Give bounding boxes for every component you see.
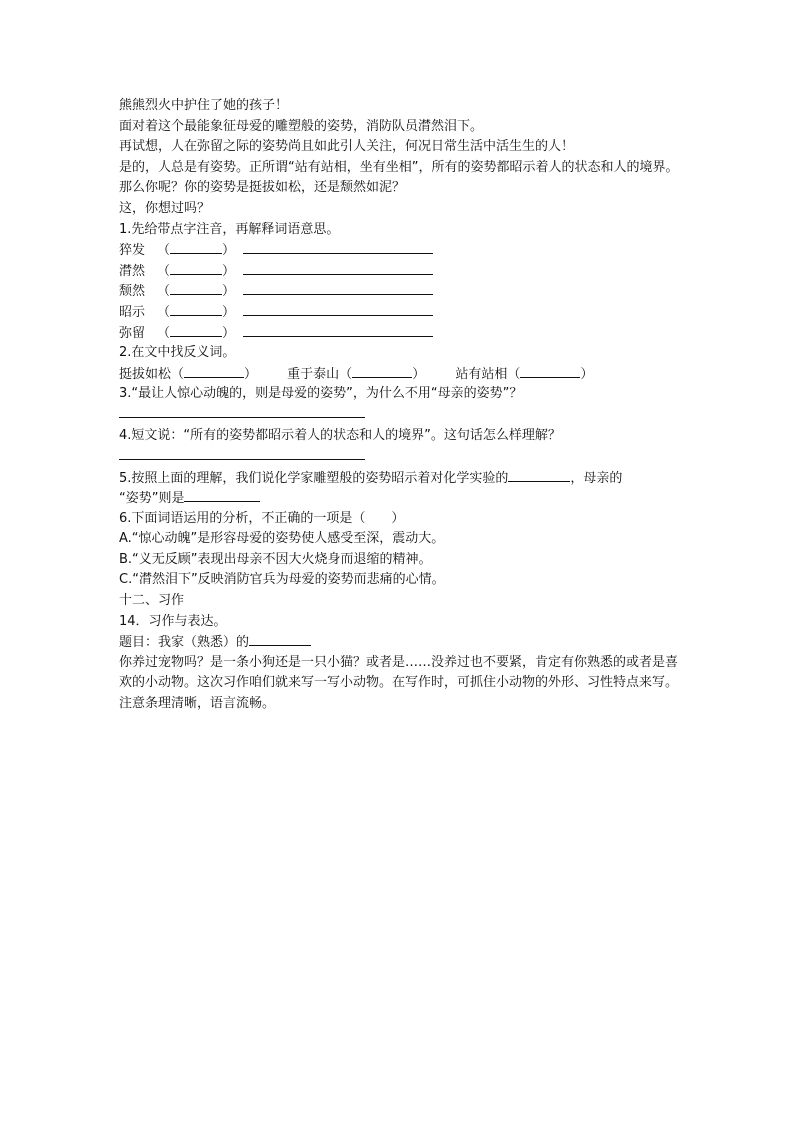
q5-blank-b[interactable]	[184, 488, 260, 502]
q5-text: 5.按照上面的理解，我们说化学家雕塑般的姿势昭示着对化学实验的	[119, 470, 509, 486]
q5-line	[119, 488, 689, 509]
close-paren: ）	[222, 243, 236, 259]
close-paren: ）	[222, 263, 236, 279]
q14-prompt: 14．习作与表达。	[119, 613, 227, 629]
passage-line: 再试想，人在弥留之际的姿势尚且如此引人关注，何况日常生活中活生生的人！	[119, 139, 575, 155]
pinyin-blank[interactable]	[170, 281, 222, 295]
q4-answer-line[interactable]	[119, 447, 365, 460]
q14-body: 你养过宠物吗？是一条小狗还是一只小猫？或者是……没养过也不要紧，肯定有你熟悉的或者是喜欢的小动物。这次习作咱们就来写一写小动物。在写作时，可抓住小动物的外形、习性特点来写。注意条理清晰，语言流畅。	[119, 654, 679, 712]
open-paren: （	[157, 284, 171, 300]
q4-prompt: 4.短文说：“所有的姿势都昭示着人的状态和人的境界”。这句话怎么样理解？	[119, 427, 561, 443]
q6-prompt	[119, 509, 689, 530]
open-paren: （	[157, 263, 171, 279]
passage-line: 熊熊烈火中护住了她的孩子！	[119, 98, 289, 113]
antonym-blank[interactable]	[520, 364, 580, 378]
q6-text: ）	[391, 510, 405, 526]
q1-row	[119, 261, 689, 282]
q1-row	[119, 281, 689, 302]
pinyin-blank[interactable]	[170, 302, 222, 316]
q1-row	[119, 302, 689, 323]
q14-title-blank[interactable]	[249, 632, 311, 646]
q14-title-label: 题目：我家（熟悉）的	[119, 635, 250, 651]
antonym-word: 重于泰山（	[287, 366, 353, 382]
q1-word: 弥留	[119, 325, 146, 341]
section-heading: 十二、习作	[119, 593, 185, 609]
meaning-blank[interactable]	[243, 281, 433, 295]
q1-word: 猝发	[119, 243, 146, 259]
close-paren: ）	[244, 366, 258, 382]
pinyin-blank[interactable]	[170, 323, 222, 337]
q5-text: ，母亲的	[570, 470, 623, 486]
q1-word: 颓然	[119, 284, 146, 300]
q6-option: C.“潸然泪下”反映消防官兵为母爱的姿势而悲痛的心情。	[119, 572, 445, 588]
pinyin-blank[interactable]	[170, 240, 222, 254]
antonym-blank[interactable]	[352, 364, 412, 378]
worksheet-page	[119, 96, 689, 715]
close-paren: ）	[222, 284, 236, 300]
q5-text: “姿势”则是	[119, 491, 185, 507]
close-paren: ）	[580, 366, 594, 382]
q1-row	[119, 240, 689, 261]
close-paren: ）	[412, 366, 426, 382]
antonym-item	[119, 364, 257, 386]
close-paren: ）	[222, 325, 236, 341]
antonym-item	[455, 364, 593, 386]
q5-line	[119, 468, 689, 489]
meaning-blank[interactable]	[243, 261, 433, 275]
passage-line: 是的，人总是有姿势。正所谓“站有站相，坐有坐相”，所有的姿势都昭示着人的状态和人的境界。	[119, 159, 679, 175]
antonym-item	[287, 364, 425, 386]
q3-prompt: 3.“最让人惊心动魄的，则是母爱的姿势”，为什么不用“母亲的姿势”？	[119, 386, 523, 402]
q1-prompt: 1.先给带点字注音，再解释词语意思。	[119, 221, 340, 237]
q3-answer-line[interactable]	[119, 405, 365, 418]
passage-line: 这，你想过吗？	[119, 200, 211, 216]
pinyin-blank[interactable]	[170, 261, 222, 275]
q6-option: A.“惊心动魄”是形容母爱的姿势使人感受至深，震动大。	[119, 531, 445, 547]
open-paren: （	[157, 304, 171, 320]
q1-row	[119, 323, 689, 344]
open-paren: （	[157, 325, 171, 341]
q2-prompt: 2.在文中找反义词。	[119, 345, 236, 361]
q5-blank-a[interactable]	[508, 468, 570, 482]
q1-word: 潸然	[119, 263, 146, 279]
passage-line: 面对着这个最能象征母爱的雕塑般的姿势，消防队员潸然泪下。	[119, 118, 484, 134]
meaning-blank[interactable]	[243, 240, 433, 254]
antonym-blank[interactable]	[184, 364, 244, 378]
q14-title	[119, 632, 689, 653]
passage-line: 那么你呢？你的姿势是挺拔如松，还是颓然如泥？	[119, 180, 406, 196]
q2-row	[119, 364, 689, 385]
antonym-word: 站有站相（	[455, 366, 521, 382]
meaning-blank[interactable]	[243, 323, 433, 337]
meaning-blank[interactable]	[243, 302, 433, 316]
q1-word: 昭示	[119, 304, 146, 320]
antonym-word: 挺拔如松（	[119, 366, 185, 382]
close-paren: ）	[222, 304, 236, 320]
q6-text: 6.下面词语运用的分析，不正确的一项是（	[119, 510, 366, 526]
q6-option: B.“义无反顾”表现出母亲不因大火烧身而退缩的精神。	[119, 551, 432, 567]
open-paren: （	[157, 243, 171, 259]
